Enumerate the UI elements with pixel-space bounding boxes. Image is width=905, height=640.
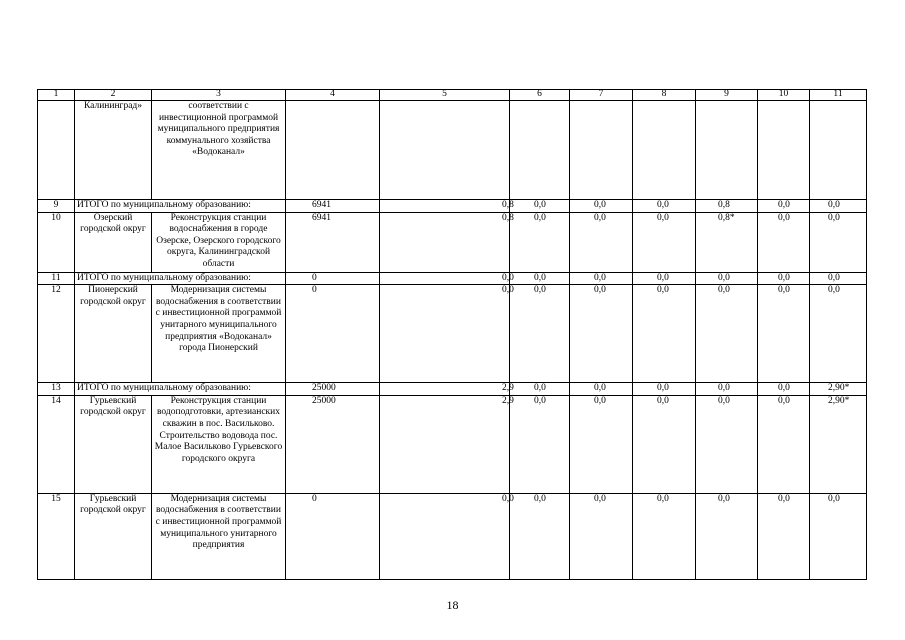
data-table: [37, 89, 867, 580]
value-cell: 0,0: [633, 200, 696, 213]
amount-cell: 25000: [286, 383, 380, 396]
item-row: [38, 493, 867, 579]
item-row: [38, 212, 867, 272]
value-cell: 0,0: [758, 383, 810, 396]
row-number-cell: 12: [38, 285, 75, 383]
header-cell: 8: [633, 90, 696, 101]
value-cell: 0,8*: [696, 212, 758, 272]
municipality-cell: Гурьевский городской округ: [75, 493, 152, 579]
value-cell: 2,90*: [810, 383, 867, 396]
amount-cell: 6941: [286, 212, 380, 272]
value-cell: 2,90*: [810, 395, 867, 493]
header-cell: 5: [380, 90, 510, 101]
description-cell: соответствии с инвестиционной программой муниципального предприятия коммунального хозяйства «Водоканал»: [152, 101, 286, 200]
value-cell: 0,0: [380, 285, 510, 383]
row-number-cell: 10: [38, 212, 75, 272]
description-cell: Реконструкция станции водоподготовки, артезианских скважин в пос. Васильково. Строительство водовода пос. Малое Васильково Гурьевского городского округа: [152, 395, 286, 493]
municipality-cell: Озерский городской округ: [75, 212, 152, 272]
value-cell: 0,0: [510, 200, 570, 213]
value-cell: 0,0: [570, 493, 633, 579]
value-cell: [570, 101, 633, 200]
value-cell: [810, 101, 867, 200]
description-cell: Модернизация системы водоснабжения в соответствии с инвестиционной программой унитарного муниципального предприятия «Водоканал» города Пионерский: [152, 285, 286, 383]
municipality-cell: Гурьевский городской округ: [75, 395, 152, 493]
value-cell: 0,8: [696, 200, 758, 213]
value-cell: 0,0: [633, 272, 696, 285]
value-cell: 0,0: [570, 383, 633, 396]
value-cell: 0,0: [810, 212, 867, 272]
value-cell: 0,0: [696, 285, 758, 383]
item-row: [38, 395, 867, 493]
municipality-cell: Калининград»: [75, 101, 152, 200]
total-row: [38, 272, 867, 285]
header-cell: 3: [152, 90, 286, 101]
value-cell: [380, 101, 510, 200]
value-cell: [510, 101, 570, 200]
value-cell: 0,0: [758, 395, 810, 493]
amount-cell: 0: [286, 493, 380, 579]
value-cell: 0,0: [810, 200, 867, 213]
value-cell: 0,0: [810, 285, 867, 383]
total-label-cell: ИТОГО по муниципальному образованию:: [75, 383, 286, 396]
header-cell: 10: [758, 90, 810, 101]
amount-cell: 0: [286, 272, 380, 285]
value-cell: 0,0: [570, 395, 633, 493]
row-number-cell: 15: [38, 493, 75, 579]
value-cell: 0,0: [810, 493, 867, 579]
value-cell: 0,0: [633, 395, 696, 493]
header-cell: 6: [510, 90, 570, 101]
value-cell: 0,0: [633, 212, 696, 272]
value-cell: 0,0: [810, 272, 867, 285]
value-cell: 0,0: [510, 212, 570, 272]
value-cell: 0,0: [633, 383, 696, 396]
item-row: [38, 285, 867, 383]
header-cell: 4: [286, 90, 380, 101]
municipality-cell: Пионерский городской округ: [75, 285, 152, 383]
value-cell: 0,0: [510, 272, 570, 285]
value-cell: 0,0: [570, 200, 633, 213]
value-cell: 0,0: [758, 493, 810, 579]
header-cell: 7: [570, 90, 633, 101]
value-cell: [696, 101, 758, 200]
total-label-cell: ИТОГО по муниципальному образованию:: [75, 200, 286, 213]
value-cell: 0,0: [758, 212, 810, 272]
continuation-row: [38, 101, 867, 200]
value-cell: 0,0: [570, 272, 633, 285]
row-number-cell: 11: [38, 272, 75, 285]
value-cell: [633, 101, 696, 200]
value-cell: 0,0: [696, 383, 758, 396]
value-cell: 0,0: [633, 493, 696, 579]
value-cell: [758, 101, 810, 200]
description-cell: Реконструкция станции водоснабжения в городе Озерске, Озерского городского округа, Калининградской области: [152, 212, 286, 272]
value-cell: 0,8: [380, 212, 510, 272]
value-cell: 0,0: [570, 285, 633, 383]
amount-cell: 6941: [286, 200, 380, 213]
value-cell: 0,0: [510, 383, 570, 396]
value-cell: 0,0: [758, 272, 810, 285]
value-cell: [286, 101, 380, 200]
row-number-cell: [38, 101, 75, 200]
total-row: [38, 383, 867, 396]
value-cell: 0,0: [758, 285, 810, 383]
value-cell: 0,0: [380, 493, 510, 579]
value-cell: 0,0: [633, 285, 696, 383]
description-cell: Модернизация системы водоснабжения в соответствии с инвестиционной программой муниципального унитарного предприятия: [152, 493, 286, 579]
header-cell: 11: [810, 90, 867, 101]
value-cell: 0,0: [570, 212, 633, 272]
value-cell: 0,0: [696, 272, 758, 285]
page-number: 18: [446, 598, 459, 612]
amount-cell: 0: [286, 285, 380, 383]
row-number-cell: 14: [38, 395, 75, 493]
value-cell: 2,9: [380, 395, 510, 493]
amount-cell: 25000: [286, 395, 380, 493]
total-row: [38, 200, 867, 213]
header-cell: 1: [38, 90, 75, 101]
value-cell: 0,0: [696, 395, 758, 493]
value-cell: 2,9: [380, 383, 510, 396]
value-cell: 0,0: [380, 272, 510, 285]
value-cell: 0,0: [758, 200, 810, 213]
value-cell: 0,0: [510, 285, 570, 383]
header-row: [38, 90, 867, 101]
value-cell: 0,0: [696, 493, 758, 579]
header-cell: 2: [75, 90, 152, 101]
row-number-cell: 13: [38, 383, 75, 396]
total-label-cell: ИТОГО по муниципальному образованию:: [75, 272, 286, 285]
header-cell: 9: [696, 90, 758, 101]
row-number-cell: 9: [38, 200, 75, 213]
value-cell: 0,0: [510, 493, 570, 579]
value-cell: 0,0: [510, 395, 570, 493]
value-cell: 0,8: [380, 200, 510, 213]
